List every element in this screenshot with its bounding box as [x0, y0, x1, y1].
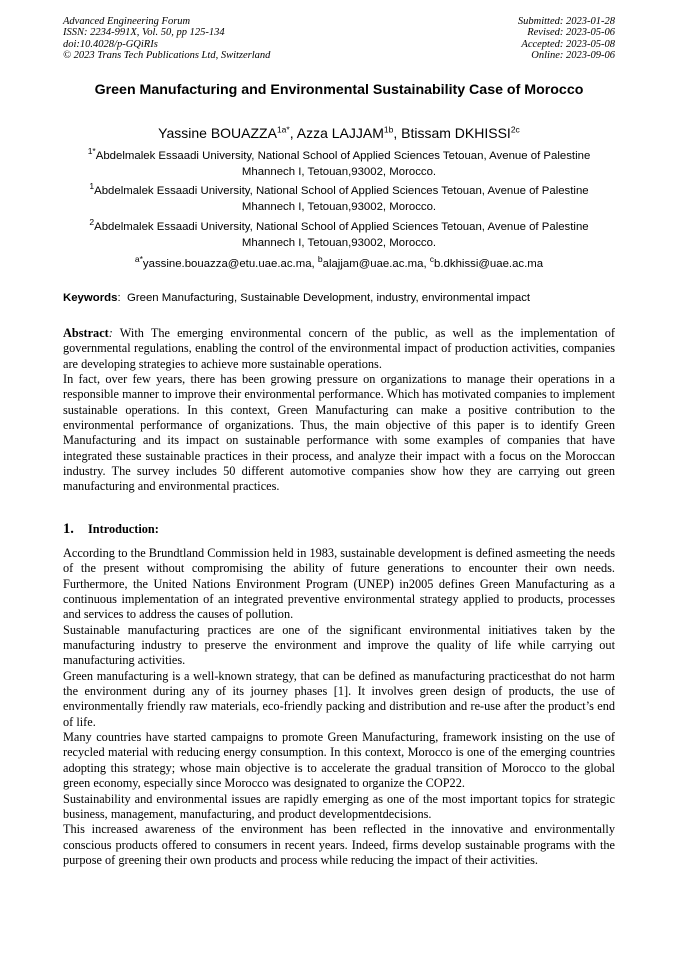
author-name: Btissam DKHISSI	[401, 125, 511, 141]
abstract-text: With The emerging environmental concern of the public, as well as the implementation of governmental regulations, enabling the control of the environmental impact of production activities, companies are developing strategies to achieve more sustainable operations.	[63, 326, 615, 371]
keywords-colon: :	[117, 292, 121, 304]
affil-text: Abdelmalek Essaadi University, National School of Applied Sciences Tetouan, Avenue of Palestine Mhannech I, Tetouan,93002, Morocco.	[95, 150, 591, 178]
date-submitted: Submitted: 2023-01-28	[517, 16, 615, 27]
body-paragraph: Sustainability and environmental issues are rapidly emerging as one of the most important topics for strategic business, management, manufacturing, and product developmentdecisions.	[63, 791, 615, 821]
affiliation	[80, 217, 598, 251]
affil-mark: 1*	[87, 146, 96, 157]
abstract-paragraph	[63, 326, 615, 372]
body-paragraph: Green manufacturing is a well-known strategy, that can be defined as manufacturing practicesthat do not harm the environment during any of its journey phases [1]. It involves green design of products, the use of environmentally friendly raw materials, eco-friendly packing and distribution and re-use after the product’s end of life.	[63, 668, 615, 729]
abstract-label: Abstract	[63, 326, 109, 340]
author-affil-mark: 2c	[510, 124, 520, 135]
journal-doi: doi:10.4028/p-GQiRIs	[63, 38, 158, 50]
author-affil-mark: 1a*	[276, 124, 290, 135]
separator: ,	[311, 258, 318, 270]
body-paragraph: Many countries have started campaigns to promote Green Manufacturing, framework insisting on the use of recycled material with reducing energy consumption. In this context, Morocco is one of the emerging countries adopting this strategy; whose main objective is to accelerate the gradual transition of Morocco to the global green economy, especially since Morocco was designated to organize the COP22.	[63, 730, 615, 791]
keywords-label: Keywords	[63, 292, 118, 304]
section-number: 1.	[63, 521, 74, 537]
author-affil-mark: 1b	[383, 124, 394, 135]
email-mark: b	[317, 254, 323, 265]
section-title: Introduction:	[88, 522, 159, 536]
email-mark: a*	[134, 254, 143, 265]
email-link[interactable]: yassine.bouazza@etu.uae.ac.ma	[142, 258, 312, 270]
body-paragraph: According to the Brundtland Commission held in 1983, sustainable development is defined asmeeting the needs of the present without compromising the ability of future generations to encounter their own needs. Furthermore, the United Nations Environment Program (UNEP) in2005 defines Green Manufacturing as a continuous implementation of an integrated preventive environmental strategy applied to products, processes and services to address the causes of pollution.	[63, 546, 615, 622]
abstract-colon: :	[108, 326, 113, 340]
journal-issn: ISSN: 2234-991X, Vol. 50, pp 125-134	[63, 27, 225, 39]
affiliation	[80, 181, 598, 215]
keywords-text: Green Manufacturing, Sustainable Development, industry, environmental impact	[126, 292, 531, 304]
section-heading	[63, 520, 159, 538]
affil-text: Abdelmalek Essaadi University, National School of Applied Sciences Tetouan, Avenue of Palestine Mhannech I, Tetouan,93002, Morocco.	[94, 221, 589, 249]
submission-dates	[518, 16, 615, 62]
body-paragraph: This increased awareness of the environment has been reflected in the innovative and environmentally conscious products offered to consumers in recent years. Indeed, firms develop sustainable programs with the purpose of greening their own products and process while reducing the impact of their activities.	[63, 822, 615, 867]
author-name: Yassine BOUAZZA	[158, 125, 277, 141]
affil-text: Abdelmalek Essaadi University, National School of Applied Sciences Tetouan, Avenue of Palestine Mhannech I, Tetouan,93002, Morocco.	[94, 185, 589, 213]
date-revised: Revised: 2023-05-06	[527, 27, 615, 39]
journal-copyright: © 2023 Trans Tech Publications Ltd, Switzerland	[63, 50, 271, 62]
affil-mark: 2	[89, 217, 95, 228]
author-list	[63, 123, 615, 143]
abstract	[63, 326, 615, 495]
journal-name: Advanced Engineering Forum	[63, 16, 191, 27]
introduction-body	[63, 546, 615, 868]
separator: ,	[393, 125, 402, 141]
keywords-line	[63, 291, 615, 306]
body-paragraph: Sustainable manufacturing practices are one of the significant environmental initiatives taken by the manufacturing industry to preserve the environment and improve the quality of life while carrying out manufacturing activities.	[63, 622, 615, 668]
paper-title: Green Manufacturing and Environmental Sustainability Case of Morocco	[94, 82, 584, 98]
affil-mark: 1	[89, 181, 95, 192]
email-link[interactable]: b.dkhissi@uae.ac.ma	[434, 258, 544, 270]
email-mark: c	[429, 254, 435, 265]
author-emails	[63, 254, 615, 272]
separator: ,	[423, 258, 430, 270]
affiliation	[80, 146, 598, 180]
abstract-paragraph: In fact, over few years, there has been growing pressure on organizations to manage their operations in a responsible manner to improve their environmental performance. Which has motivated companies to implement sustainable operations. In this context, Green Manufacturing can make a positive contribution to the environmental performance of organizations. Thus, the main objective of this paper is to identify Green Manufacturing and its impact on sustainable performance with some examples of companies that have integrated these sustainable practices in their process, and analyze their impact with a focus on the Moroccan industry. The survey includes 50 different automotive companies show how they are carrying out green manufacturing and environmental practices.	[63, 372, 615, 494]
email-link[interactable]: alajjam@uae.ac.ma	[322, 258, 424, 270]
journal-info	[63, 16, 270, 62]
date-accepted: Accepted: 2023-05-08	[521, 38, 615, 50]
separator: ,	[289, 125, 297, 141]
author-name: Azza LAJJAM	[296, 125, 384, 141]
date-online: Online: 2023-09-06	[531, 50, 615, 62]
